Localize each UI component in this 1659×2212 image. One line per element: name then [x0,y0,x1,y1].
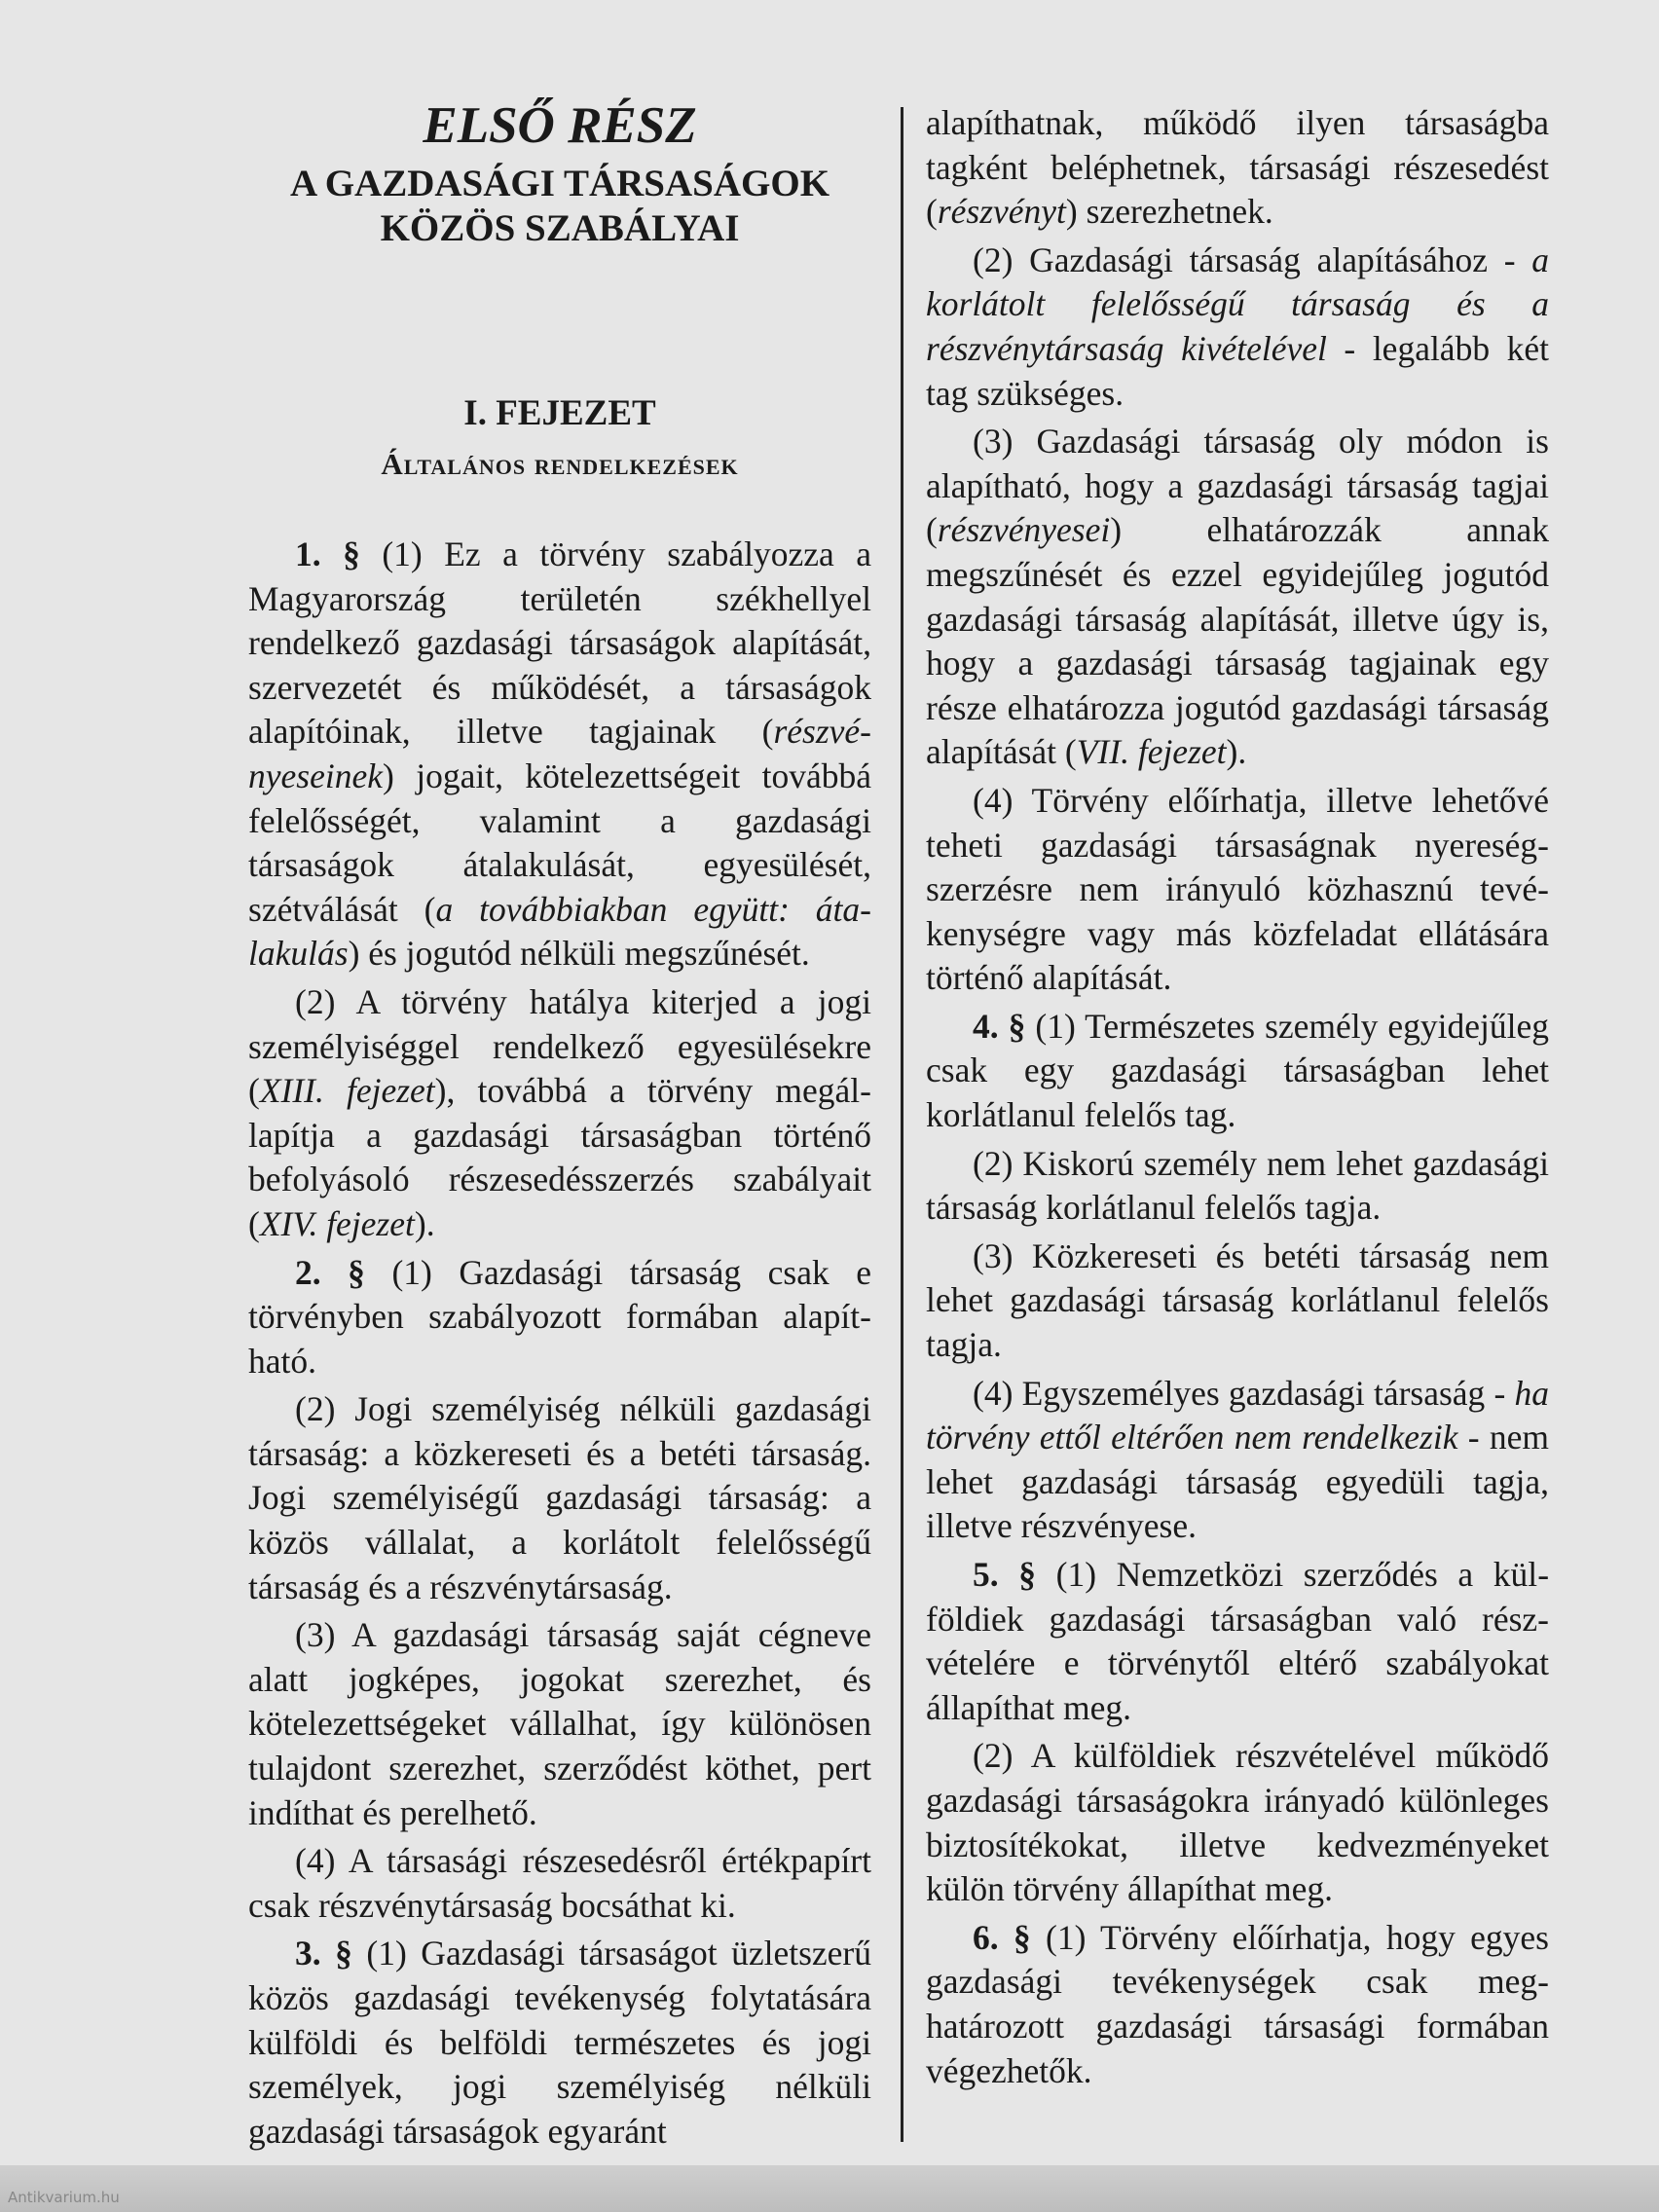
paragraph-text: (3) Gazdasági társaság oly módon is alapítható, hogy a gazdasági társaság tagjai (részvényesei) elhatározzák annak megszűnését és ezzel egyidejűleg jogutód gazdasági társaság alapítását, illetve úgy is, hogy a gazdasági társaság tagjainak egy része elhatározza jogutód gazdasági társaság alapítását (VII. fejezet). [926,422,1549,772]
left-paragraph [248,1613,871,1835]
left-paragraph [248,1932,871,2154]
right-column [926,101,1549,2097]
right-paragraph [926,1235,1549,1368]
section-number: 1. § [295,535,360,573]
right-paragraph [926,420,1549,775]
chapter-title: I. FEJEZET [463,393,656,433]
left-paragraph [248,980,871,1247]
right-paragraph [926,1553,1549,1730]
section-number: 4. § [973,1006,1026,1046]
watermark: Antikvarium.hu [8,2189,120,2206]
section-number: 6. § [973,1917,1031,1957]
left-paragraph [248,1387,871,1609]
page-footer-strip [0,2165,1659,2212]
paragraph-text: (2) A törvény hatálya kiterjed a jogi személyiséggel rendelkező egyesülésekre (XIII. fejezet), továbbá a törvény megállapítja a gazdasági társaságban történő befolyásoló részesedésszerzés szabályait (XIV. fejezet). [248,981,871,1243]
left-paragraph [248,533,871,977]
right-paragraph [926,1916,1549,2093]
section-number: 3. § [295,1934,352,1973]
right-paragraph [926,101,1549,235]
paragraph-text: (2) Kiskorú személy nem lehet gazdasági társaság korlátlanul felelős tagja. [926,1143,1549,1228]
right-paragraph [926,779,1549,1001]
section-number: 5. § [973,1555,1037,1594]
part-subtitle-line2: KÖZÖS SZABÁLYAI [380,207,740,249]
paragraph-text: (1) Természetes személy egyidejűleg csak egy gazdasági társaságban lehet korlátlanul felelős tag. [926,1006,1550,1135]
paragraph-text: (2) Jogi személyiség nélküli gazdasági társaság: a közkereseti és a betéti társaság. Jogi személyiségű gazdasági társaság: a közös vállalat, a korlátolt felelősségű társaság és a részvénytársaság. [248,1389,871,1606]
part-title: ELSŐ RÉSZ [423,97,697,154]
paragraph-text: (1) Ez a törvény szabályozza a Magyarország területén székhellyel rendelkező gazdasági társaságok alapítását, szervezetét és működését, a társaságok alapítóinak, illetve tagjainak (részvényeseinek) jogait, kötelezettségeit továbbá felelősségét, valamint a gazdasági társaságok átalakulását, egyesülését, szétválását (a továbbiakban együtt: átalakulás) és jogutód nélküli megszűnését. [248,535,871,974]
paragraph-text: (3) Közkereseti és betéti társaság nem lehet gazdasági társaság korlátlanul felelős tagja. [926,1235,1549,1365]
section-number: 2. § [295,1252,365,1292]
right-body-text [926,101,1549,2093]
right-paragraph [926,1005,1549,1138]
paragraph-text: (4) Törvény előírhatja, illetve lehetővé teheti gazdasági társaságnak nyereségszerzésre nem irányuló közhasznú tevékenységre vagy más közfeladat ellátására történő alapítását. [926,780,1549,998]
paragraph-text: (2) A külföldiek részvételével működő gazdasági társaságokra irányadó különleges biztosítékokat, illetve kedvezményeket külön törvény állapíthat meg. [926,1736,1549,1909]
paragraph-text: alapíthatnak, működő ilyen társaságba tagként beléphetnek, társasági részesedést (részvényt) szerezhetnek. [926,103,1549,232]
paragraph-text: (1) Törvény előírhatja, hogy egyes gazdasági tevékenységek csak meghatározott gazdasági társasági formában végezhetők. [926,1917,1549,2090]
right-paragraph [926,1734,1549,1911]
left-body-text [248,533,871,2154]
paragraph-text: (1) Gazdasági társaságot üzletszerű közös gazdasági tevékenység folytatására külföldi és belföldi természetes és jogi személyek, jogi személyiség nélküli gazdasági társaságok egyaránt [248,1934,872,2151]
chapter-subtitle: Általános rendelkezések [381,447,739,481]
paragraph-text: (1) Gazdasági társaság csak e törvényben szabályozott formában alapítható. [248,1252,872,1381]
left-paragraph [248,1839,871,1928]
left-column [248,97,871,2157]
right-paragraph [926,239,1549,416]
paragraph-text: (4) Egyszemélyes gazdasági társaság - ha törvény ettől eltérően nem rendelkezik - nem lehet gazdasági társaság egyedüli tagja, illetve részvényese. [926,1373,1549,1546]
part-subtitle-line1: A GAZDASÁGI TÁRSASÁGOK [289,163,830,204]
paragraph-text: (3) A gazdasági társaság saját cégneve alatt jogképes, jogokat szerezhet, és kötelezettségeket vállalhat, így különösen tulajdont szerezhet, szerződést köthet, pert indíthat és perelhető. [248,1615,871,1832]
right-paragraph [926,1142,1549,1231]
paragraph-text: (2) Gazdasági társaság alapításához - a korlátolt felelősségű társaság és a részvénytársaság kivételével - legalább két tag szükséges. [926,240,1550,413]
right-paragraph [926,1372,1549,1549]
column-divider [901,107,903,2142]
paragraph-text: (1) Nemzetközi szerződés a külföldiek gazdasági társaságban való részvételére e törvénytől eltérő szabályokat állapíthat meg. [926,1555,1550,1727]
left-paragraph [248,1251,871,1384]
paragraph-text: (4) A társasági részesedésről értékpapírt csak részvénytársaság bocsáthat ki. [248,1841,871,1925]
